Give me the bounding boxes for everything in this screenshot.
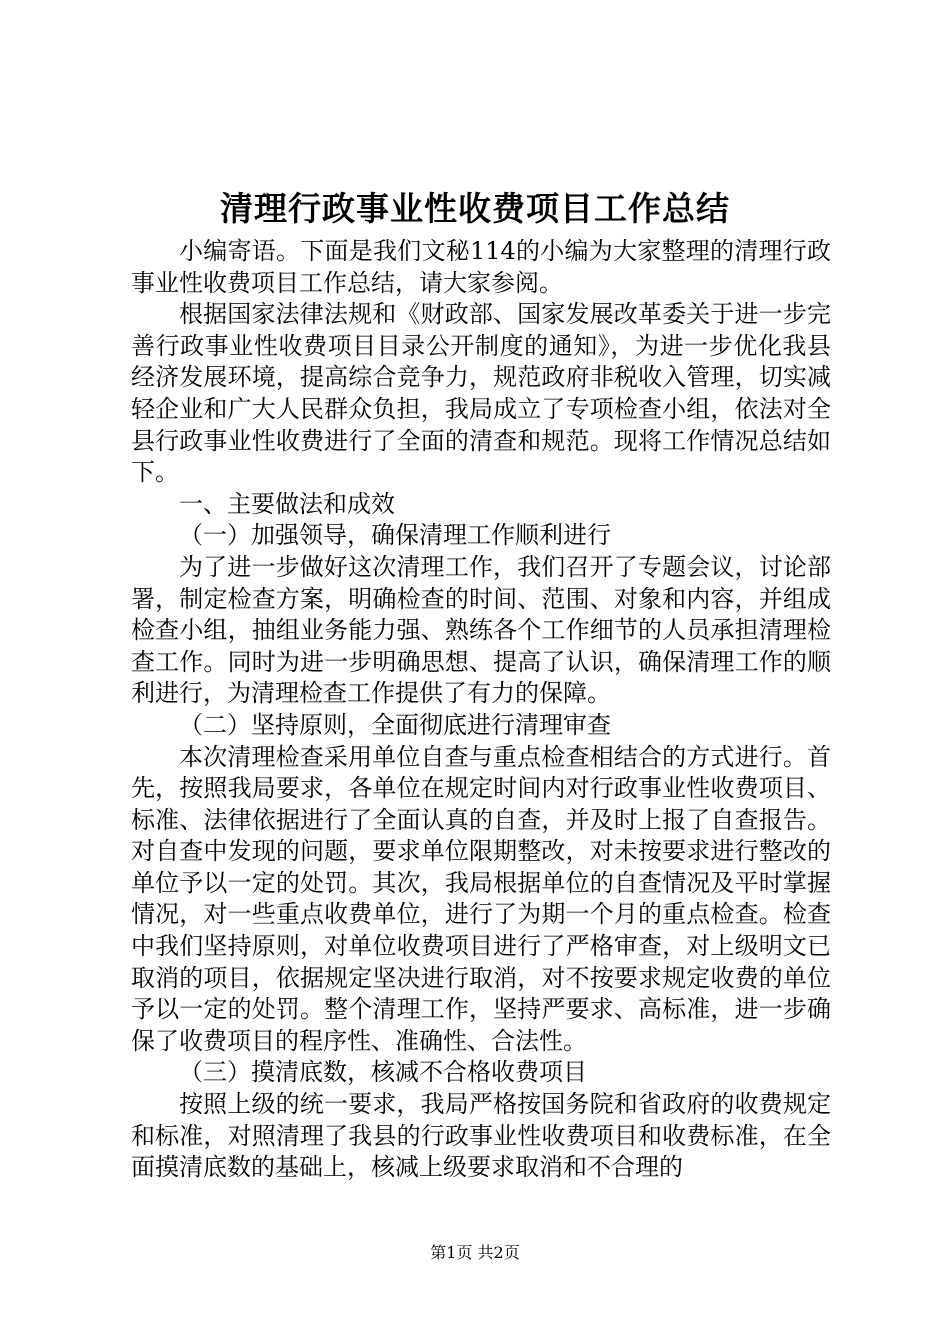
subsection-heading-2: （二）坚持原则，全面彻底进行清理审查: [179, 710, 611, 739]
document-title: 清理行政事业性收费项目工作总结: [220, 189, 730, 228]
paragraph-intro: 小编寄语。下面是我们文秘114的小编为大家整理的清理行政事业性收费项目工作总结，请大家参阅。: [131, 237, 831, 297]
page-number-footer: 第1页 共2页: [430, 1243, 520, 1262]
subsection-heading-3: （三）摸清底数，核减不合格收费项目: [179, 1058, 587, 1087]
subsection-heading-1: （一）加强领导，确保清理工作顺利进行: [179, 521, 611, 550]
paragraph-background: 根据国家法律法规和《财政部、国家发展改革委关于进一步完善行政事业性收费项目目录公开制度的通知》，为进一步优化我县经济发展环境，提高综合竞争力，规范政府非税收入管理，切实减轻企业和广大人民群众负担，我局成立了专项检查小组，依法对全县行政事业性收费进行了全面的清查和规范。现将工作情况总结如下。: [131, 300, 831, 487]
paragraph-leadership: 为了进一步做好这次清理工作，我们召开了专题会议，讨论部署，制定检查方案，明确检查的时间、范围、对象和内容，并组成检查小组，抽组业务能力强、熟练各个工作细节的人员承担清理检查工作。同时为进一步明确思想、提高了认识，确保清理工作的顺利进行，为清理检查工作提供了有力的保障。: [131, 552, 831, 708]
section-heading-main: 一、主要做法和成效: [179, 489, 395, 518]
paragraph-review: 本次清理检查采用单位自查与重点检查相结合的方式进行。首先，按照我局要求，各单位在规定时间内对行政事业性收费项目、标准、法律依据进行了全面认真的自查，并及时上报了自查报告。对自查中发现的问题，要求单位限期整改，对未按要求进行整改的单位予以一定的处罚。其次，我局根据单位的自查情况及平时掌握情况，对一些重点收费单位，进行了为期一个月的重点检查。检查中我们坚持原则，对单位收费项目进行了严格审查，对上级明文已取消的项目，依据规定坚决进行取消，对不按要求规定收费的单位予以一定的处罚。整个清理工作，坚持严要求、高标准，进一步确保了收费项目的程序性、准确性、合法性。: [131, 742, 831, 1055]
document-body: [131, 236, 831, 1184]
paragraph-verification: 按照上级的统一要求，我局严格按国务院和省政府的收费规定和标准，对照清理了我县的行政事业性收费项目和收费标准，在全面摸清底数的基础上，核减上级要求取消和不合理的: [131, 1090, 831, 1182]
